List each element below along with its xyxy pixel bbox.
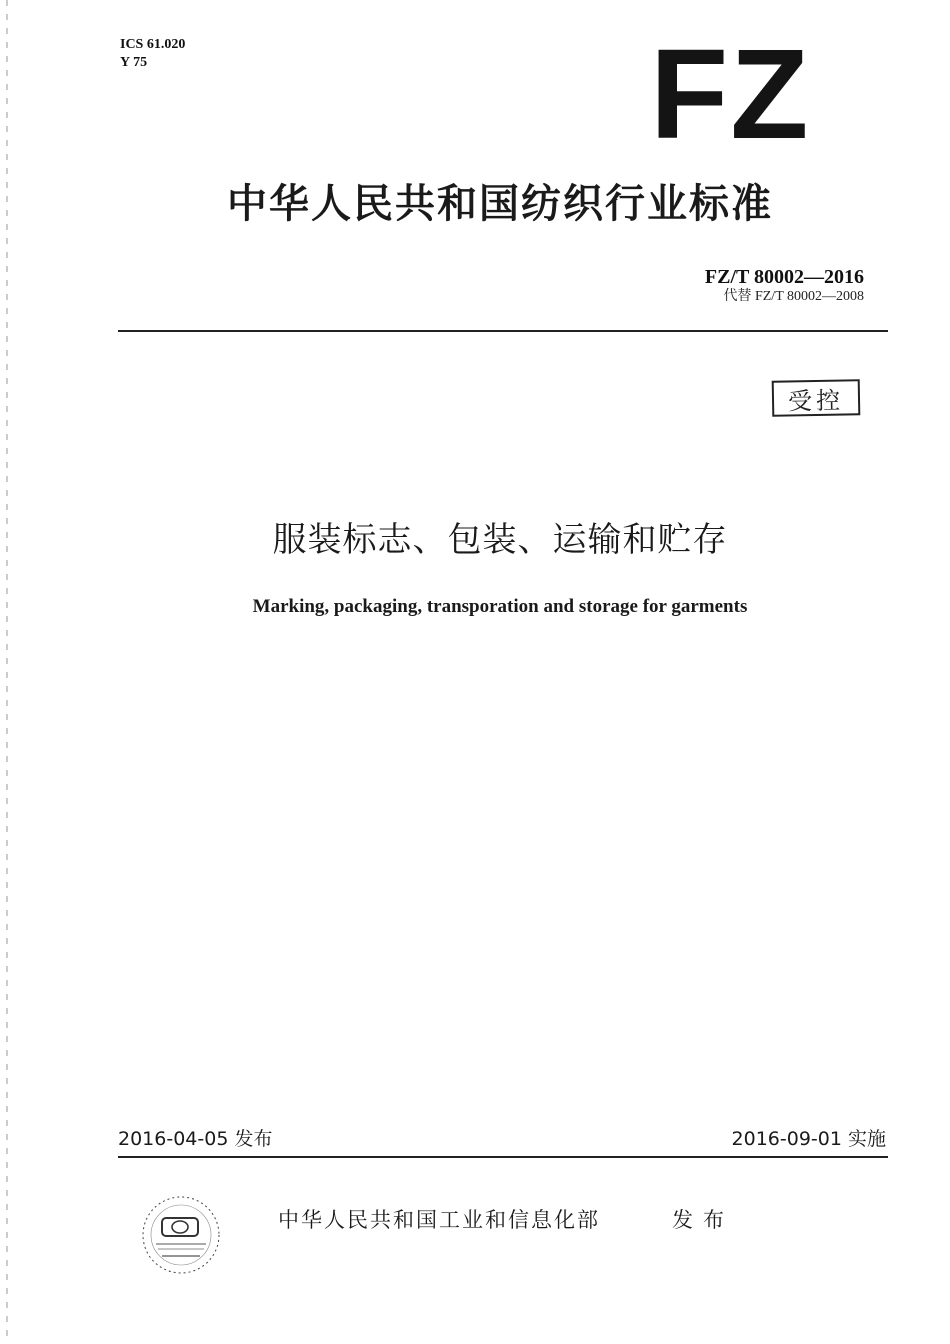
header-divider (118, 330, 888, 332)
publisher-name: 中华人民共和国工业和信息化部 (278, 1208, 600, 1232)
ccs-code: Y 75 (120, 55, 148, 70)
implementation-date: 2016-09-01 实施 (731, 1128, 886, 1150)
publish-label: 发布 (672, 1208, 734, 1232)
footer-divider (118, 1156, 888, 1158)
standard-title: 中华人民共和国纺织行业标准 (227, 181, 773, 227)
ics-code: ICS 61.020 (120, 37, 186, 52)
document-title-cn: 服装标志、包装、运输和贮存 (272, 520, 728, 560)
replaces-standard: 代替 FZ/T 80002—2008 (723, 289, 864, 304)
fz-mark: FZ (650, 23, 811, 166)
classification-codes (120, 36, 185, 72)
document-title-en: Marking, packaging, transporation and storage for garments (252, 596, 748, 617)
anti-counterfeit-seal-icon (138, 1192, 224, 1278)
standard-number: FZ/T 80002—2016 (704, 266, 864, 288)
issue-date: 2016-04-05 发布 (118, 1128, 273, 1150)
controlled-stamp: 受控 (772, 379, 861, 417)
standard-code-block (705, 266, 864, 306)
